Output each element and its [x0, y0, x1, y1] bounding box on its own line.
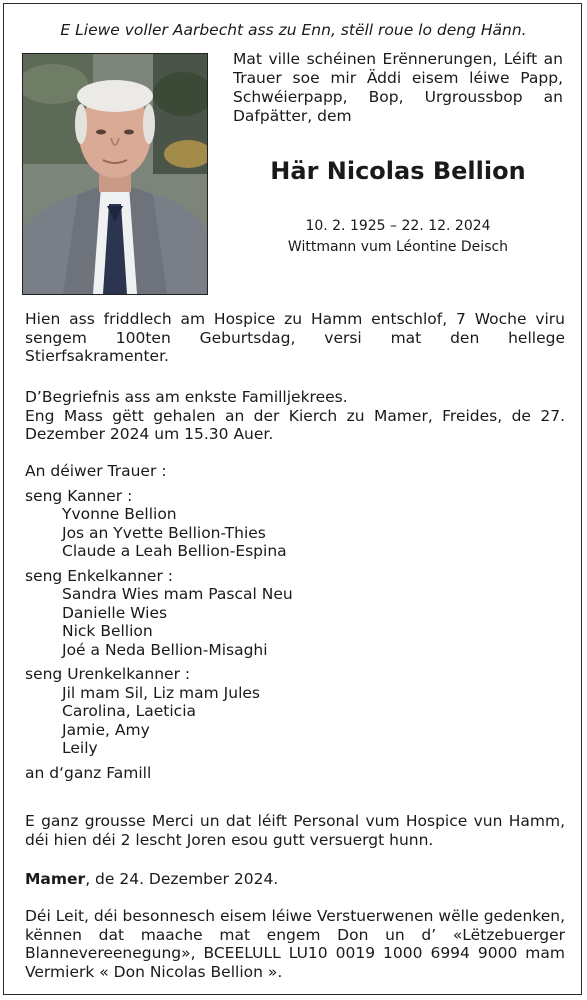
- deceased-name: Här Nicolas Bellion: [270, 157, 526, 185]
- grandchildren-label: seng Enkelkanner :: [25, 566, 173, 585]
- children-names: [25, 505, 565, 561]
- list-item: Jamie, Amy: [62, 720, 150, 739]
- children-label: seng Kanner :: [25, 486, 133, 505]
- list-item: Nick Bellion: [62, 622, 153, 640]
- list-item: Sandra Wies mam Pascal Neu: [62, 585, 293, 603]
- list-item: Jos an Yvette Bellion-Thies: [62, 523, 266, 542]
- date-text: , de 24. Dezember 2024.: [85, 870, 279, 888]
- donation-paragraph: Déi Leit, déi besonnesch eisem léiwe Verstuerwenen wëlle gedenken, kënnen dat maache mat engem Don un d’ «Lëtzebuerger Blannevereenegung», BCEELULL LU10 0019 1000 6994 9000 mam Vermierk « Don Nicolas Bellion ».: [25, 907, 565, 981]
- funeral-paragraph: [25, 388, 565, 444]
- spouse-note: Wittmann vum Léontine Deisch: [287, 239, 509, 255]
- list-item: Joé a Neda Bellion-Misaghi: [62, 640, 268, 659]
- passing-paragraph: Hien ass friddlech am Hospice zu Hamm entschlof, 7 Woche viru sengem 100ten Geburtsdag, versi mat den hellege Stierfsakramenter.: [25, 310, 565, 365]
- motto: E Liewe voller Aarbecht ass zu Enn, stëll roue lo deng Hänn.: [60, 21, 527, 39]
- great-grandchildren-label: seng Urenkelkanner :: [25, 665, 191, 683]
- intro-text: Mat ville schéinen Erënnerungen, Léift an Trauer soe mir Äddi eisem léiwe Papp, Schwéierpapp, Bop, Urgroussbop an Dafpätter, dem: [233, 50, 563, 125]
- life-dates: 10. 2. 1925 – 22. 12. 2024: [305, 218, 491, 234]
- grandchildren-names: [25, 585, 565, 659]
- mourning-heading: An déiwer Trauer :: [25, 462, 167, 480]
- list-item: Claude a Leah Bellion-Espina: [62, 542, 287, 560]
- great-grandchildren-names: [25, 684, 565, 758]
- list-item: Jil mam Sil, Liz mam Jules: [62, 683, 260, 702]
- portrait-photo: [22, 53, 208, 295]
- mourners-list: [25, 462, 565, 782]
- thanks-paragraph: E ganz grousse Merci un dat léift Personal vum Hospice vun Hamm, déi hien déi 2 lescht Joren esou gutt versuergt hunn.: [25, 812, 565, 849]
- list-item: Danielle Wies: [62, 603, 168, 622]
- family-line: an d‘ganz Famill: [25, 763, 152, 782]
- list-item: Yvonne Bellion: [62, 505, 177, 523]
- funeral-line-1: D’Begriefnis ass am enkste Familljekrees.: [25, 388, 348, 406]
- place-date-line: [25, 870, 565, 889]
- place-name: Mamer: [25, 870, 86, 888]
- list-item: Leily: [62, 739, 98, 757]
- funeral-line-2: Eng Mass gëtt gehalen an der Kierch zu Mamer, Freides, de 27. Dezember 2024 um 15.30 Auer.: [25, 406, 565, 443]
- list-item: Carolina, Laeticia: [62, 702, 197, 720]
